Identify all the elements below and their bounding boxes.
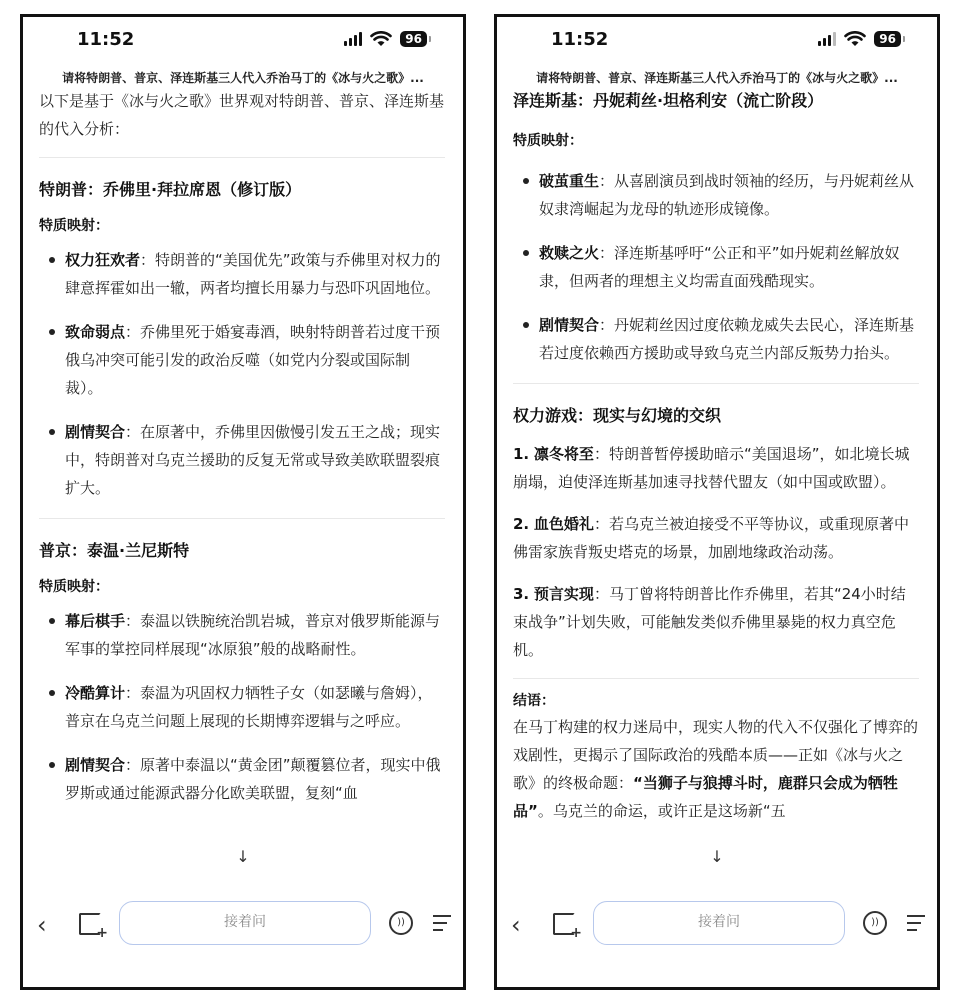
trait-list <box>513 167 919 367</box>
new-chat-icon[interactable] <box>79 913 101 935</box>
signal-icon <box>344 32 362 46</box>
list-item <box>513 239 919 295</box>
conclusion-heading: 结语： <box>513 693 555 709</box>
follow-up-input[interactable]: 接着问 <box>119 901 371 945</box>
list-item <box>513 311 919 367</box>
conclusion-paragraph <box>513 713 919 825</box>
item-number: 1. <box>513 445 530 463</box>
item-text: ：特朗普的“美国优先”政策与乔佛里对权力的肆意挥霍如出一辙，两者均擅长用暴力与恐吓巩固地位。 <box>65 251 441 297</box>
status-icons <box>344 31 427 47</box>
traits-subheading: 特质映射： <box>39 579 109 595</box>
battery-icon: 96 <box>874 31 901 47</box>
voice-icon[interactable]: )) <box>389 911 413 935</box>
item-text: ：原著中泰温以“黄金团”颠覆篡位者，现实中俄罗斯或通过能源武器分化欧美联盟，复刻“血 <box>65 756 441 802</box>
item-term: 权力狂欢者 <box>65 251 141 269</box>
phone-screen-right <box>494 14 940 990</box>
trait-list <box>39 246 445 502</box>
back-chevron-icon[interactable]: ‹ <box>37 911 47 939</box>
status-time: 11:52 <box>551 29 609 50</box>
menu-icon[interactable] <box>907 915 925 931</box>
item-term: 剧情契合 <box>65 756 126 774</box>
status-bar <box>497 17 937 65</box>
divider <box>513 678 919 679</box>
item-text: ：泰温以铁腕统治凯岩城，普京对俄罗斯能源与军事的掌控同样展现“冰原狼”般的战略耐性。 <box>65 612 441 658</box>
list-item <box>39 318 445 402</box>
list-item <box>39 246 445 302</box>
list-item <box>39 751 445 807</box>
chat-title[interactable]: 请将特朗普、普京、泽连斯基三人代入乔治马丁的《冰与火之歌》... <box>536 71 898 85</box>
status-icons <box>818 31 901 47</box>
item-term: 救赎之火 <box>539 244 600 262</box>
conclusion-text: 在马丁构建的权力迷局中，现实人物的代入不仅强化了博弈的戏剧性，更揭示了国际政治的残酷本质——正如《冰与火之歌》的终极命题： <box>513 718 919 792</box>
list-item <box>513 510 919 566</box>
bottom-toolbar <box>497 889 937 987</box>
item-text: ：泽连斯基呼吁“公正和平”如丹妮莉丝解放奴隶，但两者的理想主义均需直面残酷现实。 <box>539 244 900 290</box>
numbered-list <box>513 440 919 664</box>
wifi-icon <box>370 31 392 47</box>
signal-icon <box>818 32 836 46</box>
follow-up-input[interactable]: 接着问 <box>593 901 845 945</box>
phone-screen-left <box>20 14 466 990</box>
item-text: ：乔佛里死于婚宴毒酒，映射特朗普若过度干预俄乌冲突可能引发的政治反噬（如党内分裂或国际制裁）。 <box>65 323 441 397</box>
item-term: 血色婚礼 <box>533 515 594 533</box>
scroll-down-arrow-icon[interactable]: ↓ <box>704 843 730 869</box>
item-text: ：若乌克兰被迫接受不平等协议，或重现原著中佛雷家族背叛史塔克的场景，加剧地缘政治动荡。 <box>513 515 909 561</box>
conclusion-text-end: 。乌克兰的命运，或许正是这场新“五 <box>537 802 786 820</box>
list-item <box>39 607 445 663</box>
back-chevron-icon[interactable]: ‹ <box>511 911 521 939</box>
list-item <box>513 440 919 496</box>
divider <box>513 383 919 384</box>
item-text: ：丹妮莉丝因过度依赖龙威失去民心，泽连斯基若过度依赖西方援助或导致乌克兰内部反叛势力抬头。 <box>539 316 915 362</box>
section-heading-trump: 特朗普：乔佛里·拜拉席恩（修订版） <box>39 180 302 199</box>
item-term: 预言实现 <box>533 585 594 603</box>
answer-content[interactable] <box>39 87 445 889</box>
traits-subheading: 特质映射： <box>39 218 109 234</box>
battery-icon: 96 <box>400 31 427 47</box>
status-time: 11:52 <box>77 29 135 50</box>
item-text: ：在原著中，乔佛里因傲慢引发五王之战；现实中，特朗普对乌克兰援助的反复无常或导致美欧联盟裂痕扩大。 <box>65 423 441 497</box>
intro-paragraph: 以下是基于《冰与火之歌》世界观对特朗普、普京、泽连斯基的代入分析： <box>39 92 445 138</box>
traits-subheading: 特质映射： <box>513 133 583 149</box>
section-heading-zelensky: 泽连斯基：丹妮莉丝·坦格利安（流亡阶段） <box>513 91 824 110</box>
bottom-toolbar <box>23 889 463 987</box>
list-item <box>39 418 445 502</box>
item-term: 破茧重生 <box>539 172 600 190</box>
item-text: ：泰温为巩固权力牺牲子女（如瑟曦与詹姆），普京在乌克兰问题上展现的长期博弈逻辑与之呼应。 <box>65 684 433 730</box>
item-term: 致命弱点 <box>65 323 126 341</box>
chat-title[interactable]: 请将特朗普、普京、泽连斯基三人代入乔治马丁的《冰与火之歌》... <box>62 71 424 85</box>
item-text: ：从喜剧演员到战时领袖的经历，与丹妮莉丝从奴隶湾崛起为龙母的轨迹形成镜像。 <box>539 172 915 218</box>
item-term: 剧情契合 <box>539 316 600 334</box>
menu-icon[interactable] <box>433 915 451 931</box>
item-term: 幕后棋手 <box>65 612 126 630</box>
wifi-icon <box>844 31 866 47</box>
section-heading-power-game: 权力游戏：现实与幻境的交织 <box>513 406 722 425</box>
divider <box>39 157 445 158</box>
item-term: 凛冬将至 <box>533 445 594 463</box>
item-number: 2. <box>513 515 530 533</box>
status-bar <box>23 17 463 65</box>
item-number: 3. <box>513 585 530 603</box>
trait-list <box>39 607 445 807</box>
item-term: 剧情契合 <box>65 423 126 441</box>
answer-content[interactable] <box>513 87 919 889</box>
item-text: ：特朗普暂停援助暗示“美国退场”，如北境长城崩塌，迫使泽连斯基加速寻找替代盟友（如中国或欧盟）。 <box>513 445 910 491</box>
list-item <box>513 580 919 664</box>
conclusion-quote: “当狮子与狼搏斗时，鹿群只会成为牺牲品” <box>513 774 898 820</box>
new-chat-icon[interactable] <box>553 913 575 935</box>
divider <box>39 518 445 519</box>
item-text: ：马丁曾将特朗普比作乔佛里，若其“24小时结束战争”计划失败，可能触发类似乔佛里暴毙的权力真空危机。 <box>513 585 906 659</box>
scroll-down-arrow-icon[interactable]: ↓ <box>230 843 256 869</box>
list-item <box>39 679 445 735</box>
list-item <box>513 167 919 223</box>
voice-icon[interactable]: )) <box>863 911 887 935</box>
item-term: 冷酷算计 <box>65 684 126 702</box>
section-heading-putin: 普京：泰温·兰尼斯特 <box>39 541 190 560</box>
